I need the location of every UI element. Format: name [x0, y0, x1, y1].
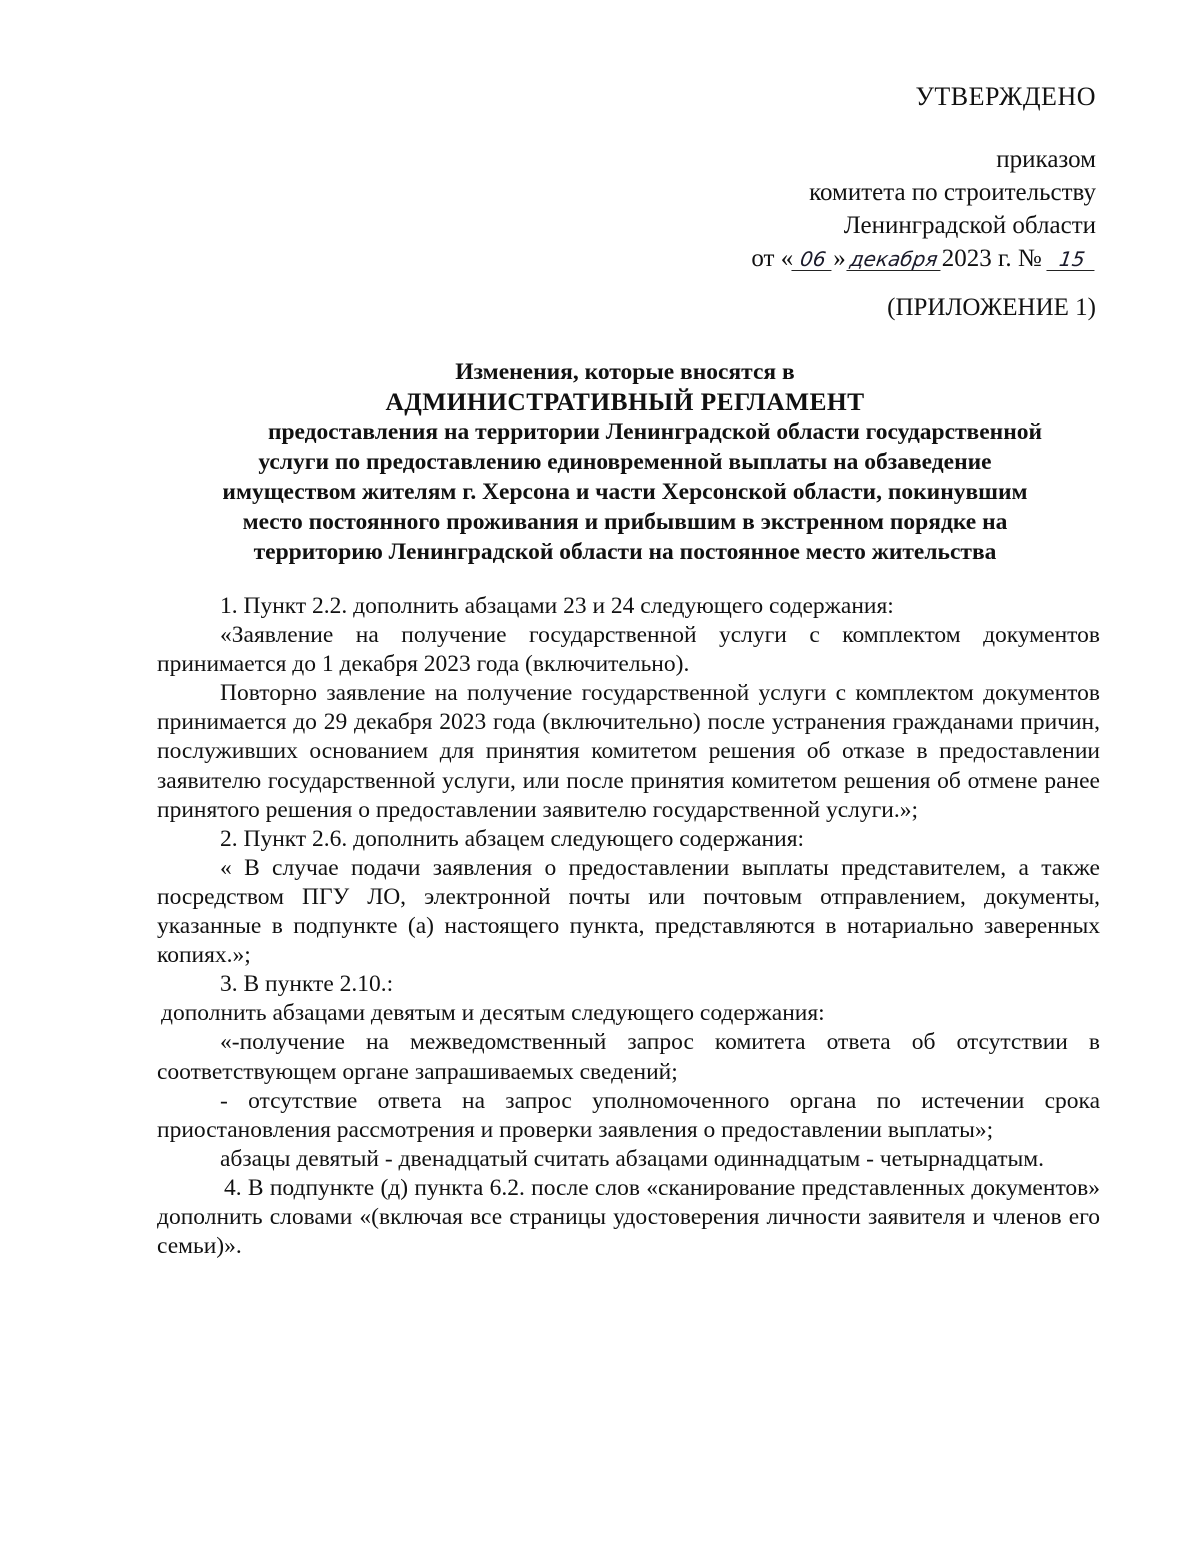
title-line-6: место постоянного проживания и прибывшим в экстренном порядке на [242, 509, 1008, 535]
date-year: 2023 г. № [941, 245, 1042, 272]
paragraph-5: « В случае подачи заявления о предоставлении выплаты представителем, а также посредством ПГУ ЛО, электронной почты или почтовым отправлением, документы, указанные в подпункте (а) настоящего пункта, представляются в нотариально заверенных копиях.»; [157, 854, 1100, 969]
paragraph-7: дополнить абзацами девятым и десятым следующего содержания: [161, 1000, 825, 1027]
approval-date-line [751, 242, 1096, 275]
title-line-7: территорию Ленинградской области на постоянное место жительства [253, 539, 997, 565]
approval-line-3: Ленинградской области [843, 212, 1096, 239]
document-body [157, 592, 1100, 1261]
title-line-2: АДМИНИСТРАТИВНЫЙ РЕГЛАМЕНТ [385, 387, 865, 416]
approval-line-1: приказом [996, 146, 1096, 173]
paragraph-10: абзацы девятый - двенадцатый считать абзацами одиннадцатым - четырнадцатым. [220, 1145, 1045, 1172]
handwritten-order-number: 15 [1046, 248, 1097, 271]
paragraph-9: - отсутствие ответа на запрос уполномоченного органа по истечении срока приостановления рассмотрения и проверки заявления о предоставлении выплаты»; [157, 1087, 1100, 1143]
paragraph-11: 4. В подпункте (д) пункта 6.2. после слов «сканирование представленных документов» дополнить словами «(включая все страницы удостоверения личности заявителя и членов его семьи)». [157, 1174, 1100, 1260]
paragraph-4: 2. Пункт 2.6. дополнить абзацем следующего содержания: [220, 825, 805, 852]
document-title [150, 357, 1100, 567]
title-line-4: услуги по предоставлению единовременной выплаты на обзаведение [258, 449, 992, 475]
date-mid: » [833, 245, 846, 272]
handwritten-day: 06 [792, 248, 835, 271]
appendix-label: (ПРИЛОЖЕНИЕ 1) [887, 294, 1096, 321]
date-prefix: от « [751, 245, 794, 272]
title-line-1: Изменения, которые вносятся в [455, 359, 795, 385]
title-line-5: имуществом жителям г. Херсона и части Херсонской области, покинувшим [222, 479, 1028, 505]
paragraph-3: Повторно заявление на получение государственной услуги с комплектом документов принимается до 29 декабря 2023 года (включительно) после устранения гражданами причин, послуживших основанием для принятия комитетом решения об отказе в предоставлении заявителю государственной услуги, или после принятия комитетом решения об отмене ранее принятого решения о предоставлении заявителю государственной услуги.»; [157, 680, 1100, 823]
handwritten-month: декабря [846, 248, 943, 271]
title-line-3: предоставления на территории Ленинградской области государственной [267, 419, 1043, 445]
approval-line-2: комитета по строительству [809, 179, 1096, 206]
paragraph-1: 1. Пункт 2.2. дополнить абзацами 23 и 24 следующего содержания: [220, 593, 894, 619]
approved-heading: УТВЕРЖДЕНО [915, 82, 1096, 111]
paragraph-8: «-получение на межведомственный запрос комитета ответа об отсутствии в соответствующем органе запрашиваемых сведений; [157, 1029, 1100, 1085]
paragraph-2: «Заявление на получение государственной услуги с комплектом документов принимается до 1 декабря 2023 года (включительно). [157, 622, 1100, 678]
paragraph-6: 3. В пункте 2.10.: [220, 971, 394, 998]
approval-block [751, 80, 1096, 275]
